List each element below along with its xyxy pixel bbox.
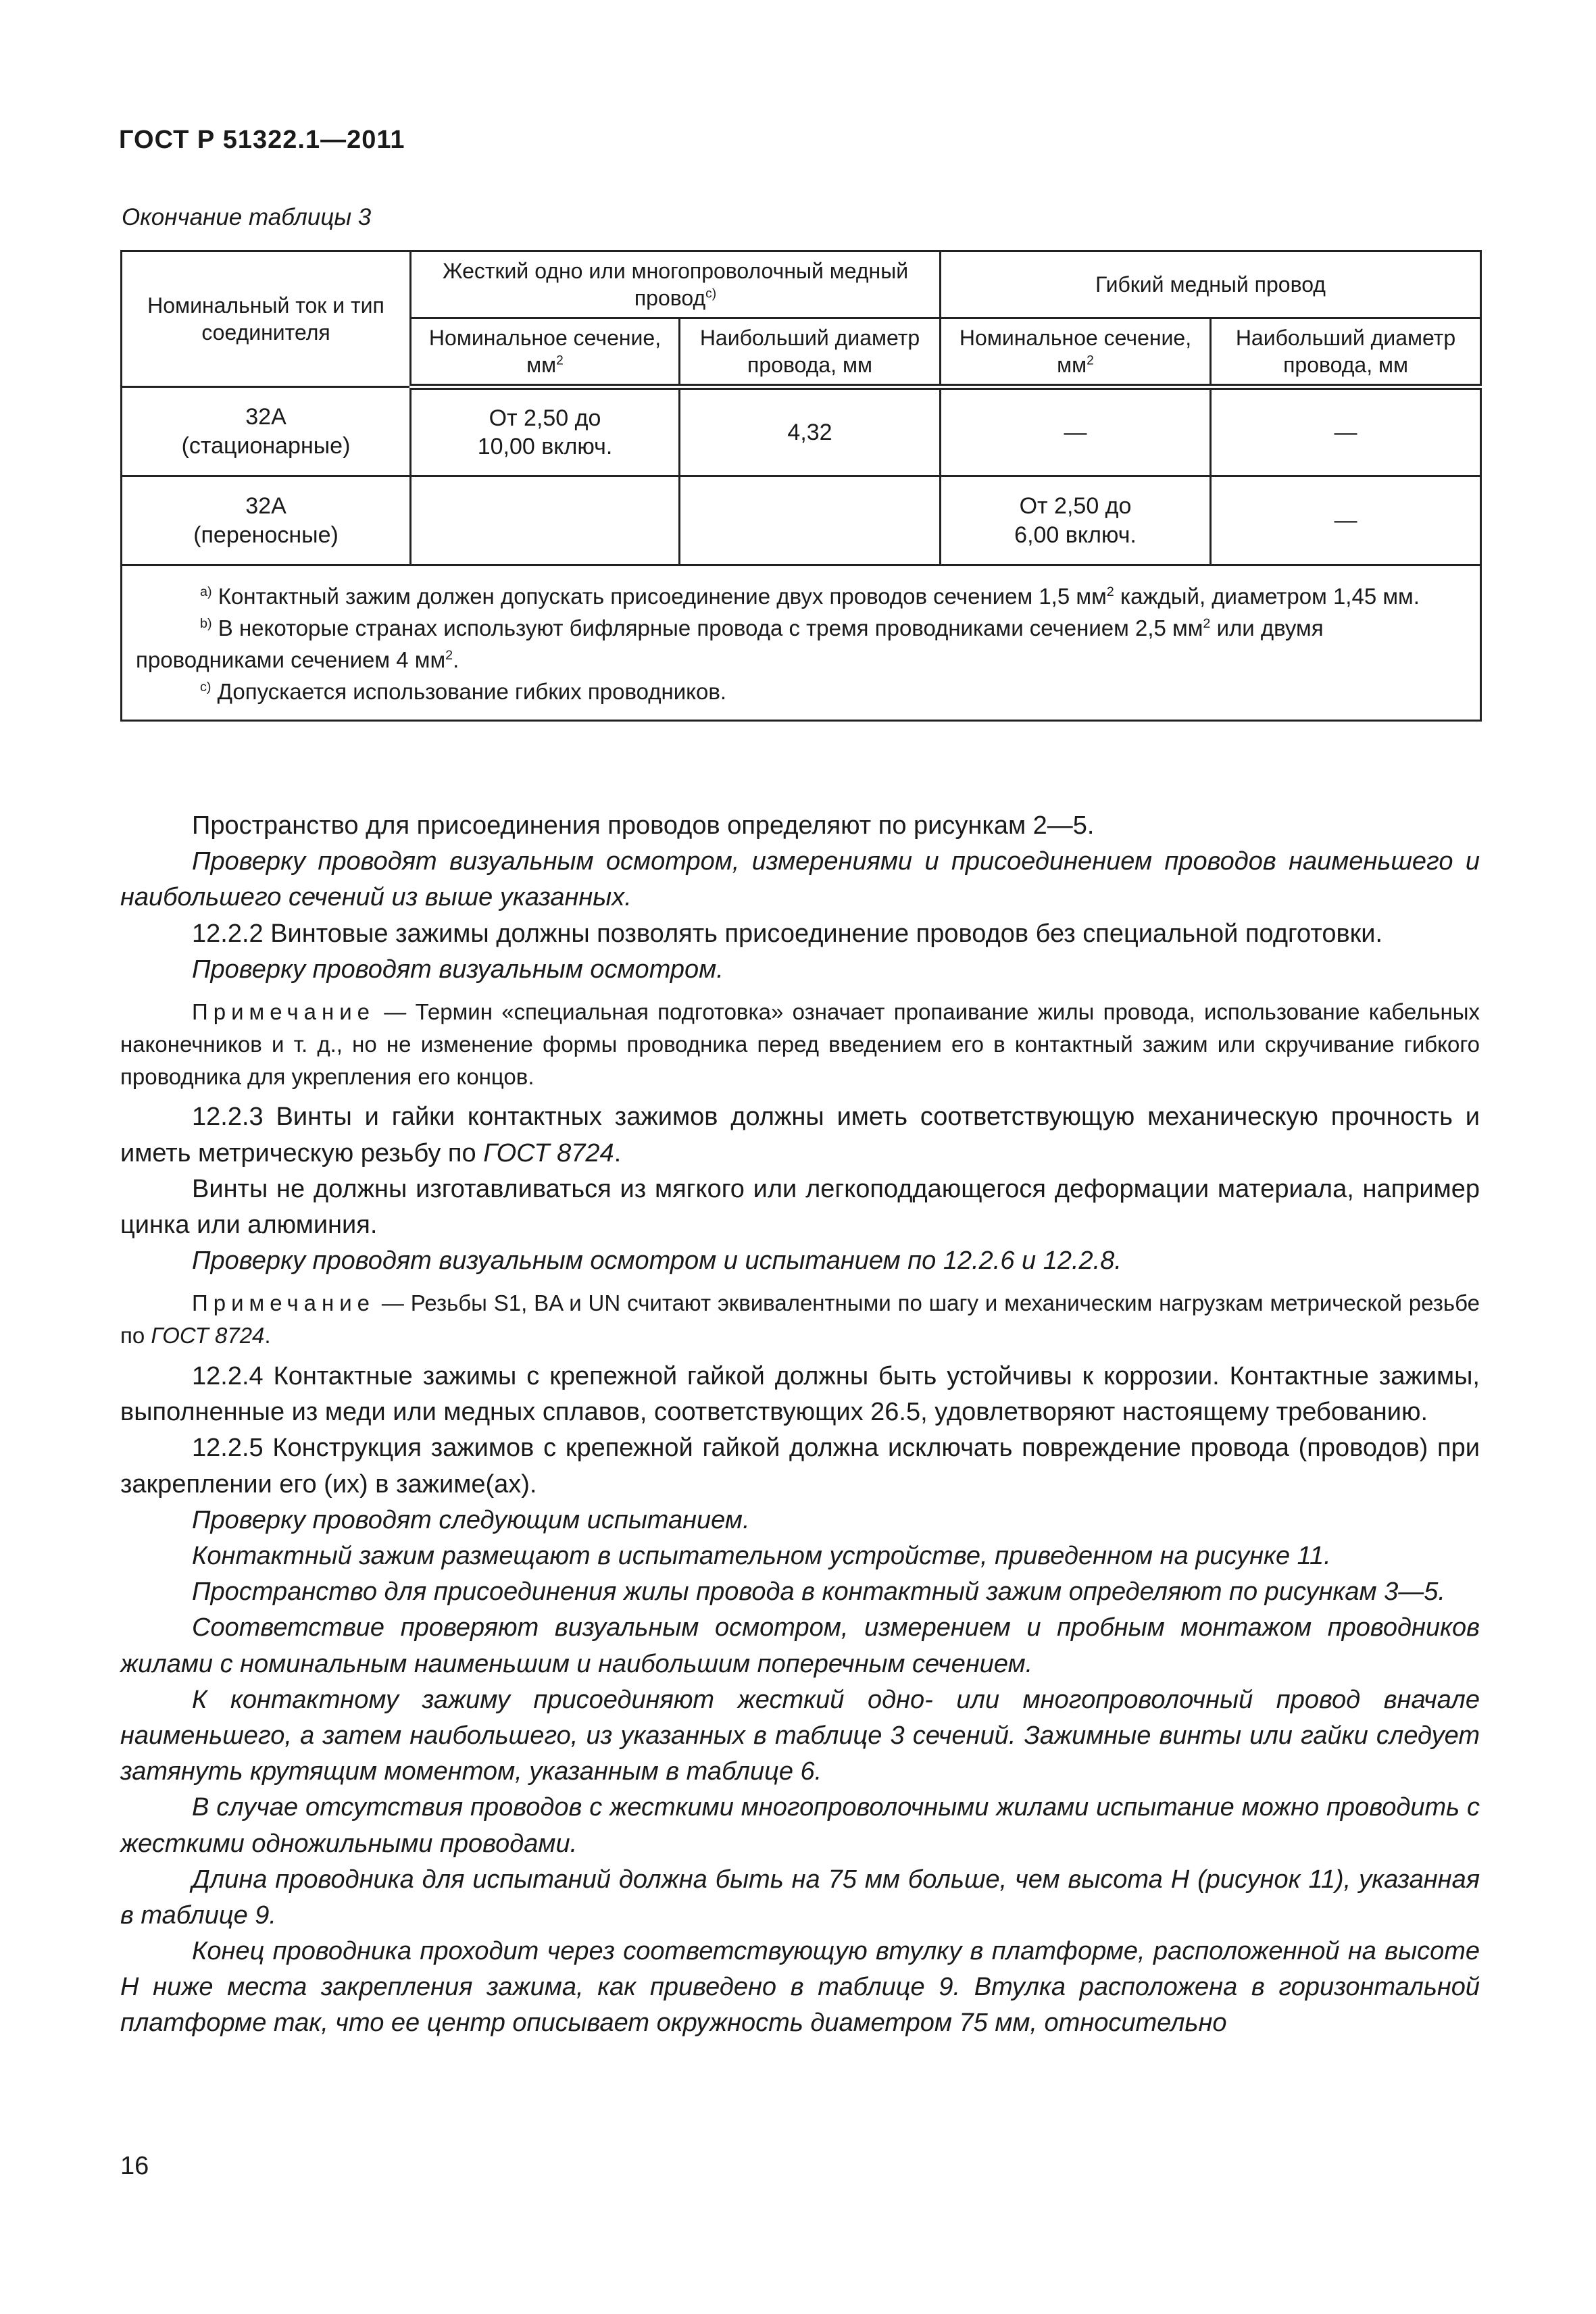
cell-section-rigid	[411, 476, 680, 565]
note-paragraph: Примечание — Резьбы S1, BA и UN считают эквивалентными по шагу и механическим нагрузкам метрической резьбе по ГОСТ 8724.	[120, 1290, 1480, 1349]
table-notes-row	[122, 565, 1481, 721]
body-text	[120, 808, 1480, 2042]
note-c: $^{c)}$ Допускается использование гибких проводников.	[200, 678, 727, 704]
sub-diam-rigid: Наибольший диаметр провода, мм	[680, 318, 941, 387]
wire-table	[120, 250, 1482, 722]
table-notes	[122, 565, 1481, 721]
group-rigid-wire: Жесткий одно или многопроволочный медный провод$^{c)}$	[411, 251, 941, 318]
table-row	[122, 476, 1481, 565]
paragraph: Проверку проводят визуальным осмотром, измерениями и присоединением проводов наименьшего и наибольшего сечений из выше указанных.	[120, 847, 1480, 912]
paragraph: Пространство для присоединения жилы провода в контактный зажим определяют по рисункам 3—5.	[192, 1578, 1445, 1607]
table-3-end	[120, 250, 1480, 722]
paragraph: В случае отсутствия проводов с жесткими многопроволочными жилами испытание можно проводить с жесткими одножильными проводами.	[120, 1793, 1480, 1858]
paragraph: 12.2.3 Винты и гайки контактных зажимов должны иметь соответствующую механическую прочность и иметь метрическую резьбу по ГОСТ 8724.	[120, 1103, 1480, 1167]
table-row	[122, 387, 1481, 476]
sub-section-rigid: Номинальное сечение, $мм^2$	[411, 318, 680, 387]
paragraph: Контактный зажим размещают в испытательном устройстве, приведенном на рисунке 11.	[192, 1542, 1331, 1571]
cell-section-rigid: От 2,50 до 10,00 включ.	[411, 387, 680, 476]
cell-current: 32А (переносные)	[122, 476, 411, 565]
paragraph: Пространство для присоединения проводов определяют по рисункам 2—5.	[192, 811, 1095, 840]
col-current-type: Номинальный ток и тип соединителя	[122, 251, 411, 387]
table-caption: Окончание таблицы 3	[122, 204, 372, 230]
cell-current: 32А (стационарные)	[122, 387, 411, 476]
cell-diam-rigid: 4,32	[680, 387, 941, 476]
cell-section-flex: —	[941, 387, 1211, 476]
paragraph: Длина проводника для испытаний должна быть на 75 мм больше, чем высота Н (рисунок 11), указанная в таблице 9.	[120, 1865, 1480, 1930]
paragraph: 12.2.2 Винтовые зажимы должны позволять присоединение проводов без специальной подготовки.	[192, 919, 1383, 948]
paragraph: 12.2.4 Контактные зажимы с крепежной гайкой должны быть устойчивы к коррозии. Контактные зажимы, выполненные из меди или медных сплавов, соответствующих 26.5, удовлетворяют настоящему требованию.	[120, 1362, 1480, 1427]
paragraph: Конец проводника проходит через соответствующую втулку в платформе, расположенной на высоте Н ниже места закрепления зажима, как приведено в таблице 9. Втулка расположена в горизонтальной платформе так, что ее центр описывает окружность диаметром 75 мм, относительно	[120, 1937, 1480, 2038]
note-paragraph: Примечание — Термин «специальная подготовка» означает пропаивание жилы провода, использование кабельных наконечников и т. д., но не изменение формы проводника перед введением его в контактный зажим или скручивание гибкого проводника для укрепления его концов.	[120, 999, 1480, 1089]
sub-diam-flex: Наибольший диаметр провода, мм	[1211, 318, 1481, 387]
sub-section-flex: Номинальное сечение, $мм^2$	[941, 318, 1211, 387]
note-a: $^{a)}$ Контактный зажим должен допускать присоединение двух проводов сечением 1,5 $мм^2$ каждый, диаметром 1,45 мм.	[200, 584, 1420, 609]
paragraph: Проверку проводят визуальным осмотром.	[192, 955, 724, 984]
note-b: $^{b)}$ В некоторые странах используют бифлярные провода с тремя проводниками сечением 2,5 $мм^2$ или двумя проводниками сечением 4 $мм^2$.	[136, 615, 1324, 672]
cell-section-flex: От 2,50 до 6,00 включ.	[941, 476, 1211, 565]
cell-diam-rigid	[680, 476, 941, 565]
cell-diam-flex: —	[1211, 387, 1481, 476]
paragraph: К контактному зажиму присоединяют жесткий одно- или многопроволочный провод вначале наименьшего, а затем наибольшего, из указанных в таблице 3 сечений. Зажимные винты или гайки следует затянуть крутящим моментом, указанным в таблице 6.	[120, 1685, 1480, 1786]
paragraph: 12.2.5 Конструкция зажимов с крепежной гайкой должна исключать повреждение провода (проводов) при закреплении его (их) в зажиме(ах).	[120, 1434, 1480, 1499]
paragraph: Винты не должны изготавливаться из мягкого или легкоподдающегося деформации материала, например цинка или алюминия.	[120, 1174, 1480, 1240]
paragraph: Проверку проводят визуальным осмотром и испытанием по 12.2.6 и 12.2.8.	[192, 1247, 1122, 1276]
paragraph: Проверку проводят следующим испытанием.	[192, 1505, 750, 1534]
cell-diam-flex: —	[1211, 476, 1481, 565]
standard-header: ГОСТ Р 51322.1—2011	[119, 126, 405, 154]
group-flexible-wire: Гибкий медный провод	[941, 251, 1481, 318]
paragraph: Соответствие проверяют визуальным осмотром, измерением и пробным монтажом проводников жилами с номинальным наименьшим и наибольшим поперечным сечением.	[120, 1613, 1480, 1678]
page-number: 16	[120, 2152, 149, 2180]
